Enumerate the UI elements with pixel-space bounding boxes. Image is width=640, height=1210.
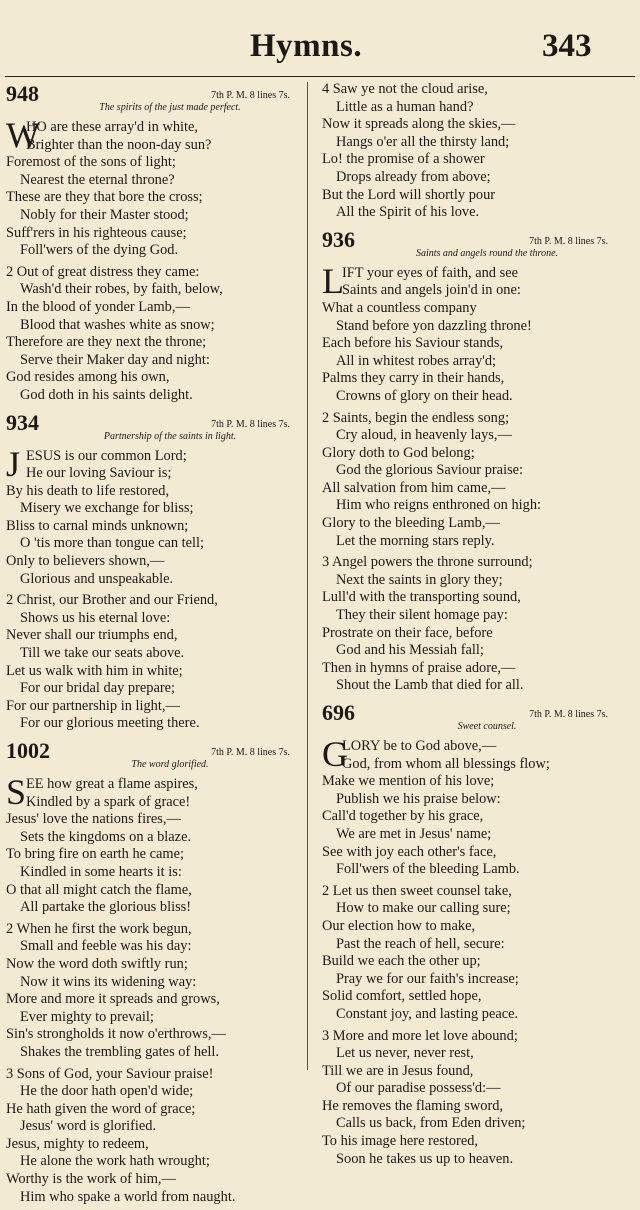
verse-line: Kindled by a spark of grace! xyxy=(26,793,191,810)
stanza xyxy=(322,81,612,222)
verse-line: Jesus' word is glorified. xyxy=(20,1118,157,1135)
verse-line: Build we each the other up; xyxy=(322,953,481,970)
hymn-header xyxy=(6,409,294,435)
stanza xyxy=(6,115,294,260)
drop-cap: G xyxy=(322,734,348,774)
verse-line: In the blood of yonder Lamb,— xyxy=(6,298,190,315)
verse-line: More and more it spreads and grows, xyxy=(6,991,220,1008)
verse-line: Calls us back, from Eden driven; xyxy=(336,1115,526,1132)
verse-line: Misery we exchange for bliss; xyxy=(20,500,194,517)
verse-line: Foll'wers of the dying God. xyxy=(20,242,179,259)
verse-line: Serve their Maker day and night: xyxy=(20,351,210,368)
hymn-subtitle: The spirits of the just made perfect. xyxy=(99,102,241,113)
verse-line: God and his Messiah fall; xyxy=(336,642,484,659)
verse-line: All partake the glorious bliss! xyxy=(20,899,192,916)
verse-line: God doth in his saints delight. xyxy=(20,386,193,403)
verse-line: These are they that bore the cross; xyxy=(6,189,203,206)
hymn xyxy=(322,81,612,222)
verse-line: Each before his Saviour stands, xyxy=(322,335,504,352)
verse-line: Bliss to carnal minds unknown; xyxy=(6,517,189,534)
verse-line: To his image here restored, xyxy=(322,1133,479,1150)
verse-line: Drops already from above; xyxy=(336,168,491,185)
drop-cap: J xyxy=(6,443,21,484)
verse-line: Let us never, never rest, xyxy=(336,1045,474,1062)
verse-line: Crowns of glory on their head. xyxy=(336,387,513,404)
verse-line: Nearest the eternal throne? xyxy=(20,171,175,188)
hymn-meter: 7th P. M. 8 lines 7s. xyxy=(529,709,608,720)
verse-line: For our partnership in light,— xyxy=(6,697,180,714)
hymn xyxy=(6,737,294,1206)
verse-line: Let the morning stars reply. xyxy=(336,532,495,549)
verse-line: All the Spirit of his love. xyxy=(336,204,480,221)
stanza xyxy=(322,410,612,551)
verse-line: Constant joy, and lasting peace. xyxy=(336,1005,519,1022)
hymn xyxy=(322,226,612,695)
verse-line: He hath given the word of grace; xyxy=(6,1100,196,1117)
stanza xyxy=(322,554,612,695)
verse-line: Call'd together by his grace, xyxy=(322,808,484,825)
verse-line: All salvation from him came,— xyxy=(322,479,506,496)
verse-line: Solid comfort, settled hope, xyxy=(322,988,482,1005)
hymn-meter: 7th P. M. 8 lines 7s. xyxy=(529,235,608,247)
verse-line: Lull'd with the transporting sound, xyxy=(322,589,521,606)
stanza xyxy=(6,1066,294,1207)
verse-line: All in whitest robes array'd; xyxy=(336,352,497,369)
verse-line: Glory to the bleeding Lamb,— xyxy=(322,515,500,532)
hymn xyxy=(322,699,612,1168)
stanza xyxy=(322,883,612,1024)
verse-line: Prostrate on their face, before xyxy=(322,624,493,641)
hymn-header xyxy=(322,226,612,252)
verse-line: Glorious and unspeakable. xyxy=(20,570,174,587)
verse-line: Jesus' love the nations fires,— xyxy=(6,811,181,828)
verse-line: Then in hymns of praise adore,— xyxy=(322,659,516,676)
verse-line: Cry aloud, in heavenly lays,— xyxy=(336,427,512,444)
hymn xyxy=(6,409,294,734)
verse-line: By his death to life restored, xyxy=(6,482,170,499)
verse-line: O 'tis more than tongue can tell; xyxy=(20,535,205,552)
verse-line: Publish we his praise below: xyxy=(336,790,501,807)
stanza xyxy=(6,264,294,405)
verse-line: Make we mention of his love; xyxy=(322,773,495,790)
verse-text: HO are these array'd in white, xyxy=(26,119,199,135)
hymn-number: 1002 xyxy=(6,738,50,763)
verse-line: Wash'd their robes, by faith, below, xyxy=(20,281,223,298)
hymn-header xyxy=(6,80,294,106)
right-column xyxy=(322,80,612,1172)
verse-line: Till we are in Jesus found, xyxy=(322,1062,474,1079)
verse-line: For our bridal day prepare; xyxy=(20,680,176,697)
verse-line: Past the reach of hell, secure: xyxy=(336,935,505,952)
verse-line: Brighter than the noon-day sun? xyxy=(26,136,212,153)
hymn-meter: 7th P. M. 8 lines 7s. xyxy=(211,90,290,101)
verse-line: But the Lord will shortly pour xyxy=(322,186,496,203)
hymn-number: 934 xyxy=(6,409,39,435)
hymn-header xyxy=(6,737,294,763)
verse-line: Ever mighty to prevail; xyxy=(20,1008,154,1025)
verse-line: Of our paradise possess'd:— xyxy=(336,1080,501,1097)
verse-line: Foll'wers of the bleeding Lamb. xyxy=(336,861,520,878)
verse-line: He our loving Saviour is; xyxy=(26,465,172,482)
verse-line: For our glorious meeting there. xyxy=(20,715,200,732)
verse-line: O that all might catch the flame, xyxy=(6,881,192,898)
verse-line: Till we take our seats above. xyxy=(20,645,185,662)
verse-line: Shout the Lamb that died for all. xyxy=(336,677,524,694)
hymn-meter: 7th P. M. 8 lines 7s. xyxy=(211,418,290,430)
verse-line: Worthy is the work of him,— xyxy=(6,1171,176,1188)
stanza xyxy=(6,772,294,917)
hymn-subtitle: Sweet counsel. xyxy=(457,721,517,732)
verse-line: Hangs o'er all the thirsty land; xyxy=(336,133,510,150)
verse-line: Sets the kingdoms on a blaze. xyxy=(20,828,192,845)
verse-line: Now the word doth swiftly run; xyxy=(6,955,188,972)
hymn-number: 936 xyxy=(322,226,355,252)
verse-line: Him who reigns enthroned on high: xyxy=(336,497,542,514)
verse-line: They their silent homage pay: xyxy=(336,607,508,624)
hymn-subtitle: The word glorified. xyxy=(131,759,209,770)
verse-line: He removes the flaming sword, xyxy=(322,1097,504,1114)
verse-line: Lo! the promise of a shower xyxy=(322,151,485,168)
verse-line: Little as a human hand? xyxy=(336,98,474,115)
drop-cap: W xyxy=(6,115,40,155)
verse-line: God resides among his own, xyxy=(6,369,170,386)
verse-line: Therefore are they next the throne; xyxy=(6,334,207,351)
verse-line: How to make our calling sure; xyxy=(336,900,511,917)
verse-line: Foremost of the sons of light; xyxy=(6,154,176,171)
stanza xyxy=(322,260,612,406)
verse-line: He alone the work hath wrought; xyxy=(20,1153,210,1170)
hymn-header xyxy=(322,699,612,725)
verse-line: Kindled in some hearts it is: xyxy=(20,863,182,880)
stanza xyxy=(6,592,294,733)
stanza xyxy=(6,921,294,1062)
hymn-subtitle: Saints and angels round the throne. xyxy=(415,247,559,259)
verse-line: 3 More and more let love abound; xyxy=(322,1027,518,1044)
stanza xyxy=(322,734,612,879)
verse-line: To bring fire on earth he came; xyxy=(6,846,184,863)
verse-text: ESUS is our common Lord; xyxy=(26,447,187,464)
verse-line: We are met in Jesus' name; xyxy=(336,825,492,842)
page-title: Hymns. xyxy=(250,28,363,64)
verse-line: 3 Angel powers the throne surround; xyxy=(322,554,533,571)
verse-line: Now it spreads along the skies,— xyxy=(322,116,516,133)
stanza xyxy=(322,1028,612,1169)
column-divider xyxy=(307,82,308,1070)
verse-line: Glory doth to God belong; xyxy=(322,444,475,461)
drop-cap: L xyxy=(322,260,344,301)
verse-line: God the glorious Saviour praise: xyxy=(336,462,524,479)
verse-line: Sin's strongholds it now o'erthrows,— xyxy=(6,1026,226,1043)
verse-line: Small and feeble was his day: xyxy=(20,938,192,955)
header-rule xyxy=(5,76,635,77)
verse-line: Only to believers shown,— xyxy=(6,553,165,570)
verse-text: IFT your eyes of faith, and see xyxy=(342,264,518,281)
verse-line: Palms they carry in their hands, xyxy=(322,370,505,387)
verse-line: Our election how to make, xyxy=(322,917,476,934)
verse-line: Shows us his eternal love: xyxy=(20,609,171,626)
verse-line: Now it wins its widening way: xyxy=(20,973,197,990)
verse-text: LORY be to God above,— xyxy=(342,738,497,754)
page-number: 343 xyxy=(542,28,592,64)
drop-cap: S xyxy=(6,772,27,812)
hymn xyxy=(6,80,294,405)
verse-line: Jesus, mighty to redeem, xyxy=(6,1135,149,1152)
verse-line: God, from whom all blessings flow; xyxy=(342,755,550,772)
verse-text: EE how great a flame aspires, xyxy=(26,776,198,792)
verse-line: 2 When he first the work begun, xyxy=(6,920,192,937)
verse-line: 4 Saw ye not the cloud arise, xyxy=(322,81,488,97)
verse-line: What a countless company xyxy=(322,299,477,316)
verse-line: Shakes the trembling gates of hell. xyxy=(20,1043,220,1060)
hymn-meter: 7th P. M. 8 lines 7s. xyxy=(211,747,290,758)
verse-line: He the door hath open'd wide; xyxy=(20,1083,194,1100)
stanza xyxy=(6,443,294,589)
verse-line: 2 Saints, begin the endless song; xyxy=(322,409,510,426)
hymn-subtitle: Partnership of the saints in light. xyxy=(103,430,237,442)
verse-line: See with joy each other's face, xyxy=(322,843,497,860)
verse-line: Let us walk with him in white; xyxy=(6,662,183,679)
verse-line: Nobly for their Master stood; xyxy=(20,206,189,223)
page-header xyxy=(0,0,640,78)
verse-line: Next the saints in glory they; xyxy=(336,571,503,588)
verse-line: Never shall our triumphs end, xyxy=(6,627,178,644)
verse-line: 2 Out of great distress they came: xyxy=(6,263,200,280)
verse-line: 3 Sons of God, your Saviour praise! xyxy=(6,1065,214,1082)
verse-line: Blood that washes white as snow; xyxy=(20,316,215,333)
verse-line: Pray we for our faith's increase; xyxy=(336,970,519,987)
verse-line: Soon he takes us up to heaven. xyxy=(336,1150,514,1167)
left-column xyxy=(6,80,294,1210)
verse-line: Suff'rers in his righteous cause; xyxy=(6,224,187,241)
verse-line: Him who spake a world from naught. xyxy=(20,1188,236,1205)
verse-line: 2 Let us then sweet counsel take, xyxy=(322,882,512,899)
hymn-number: 948 xyxy=(6,81,39,106)
verse-line: Stand before yon dazzling throne! xyxy=(336,317,532,334)
hymn-number: 696 xyxy=(322,700,355,725)
verse-line: Saints and angels join'd in one: xyxy=(342,282,521,299)
verse-line: 2 Christ, our Brother and our Friend, xyxy=(6,592,218,609)
